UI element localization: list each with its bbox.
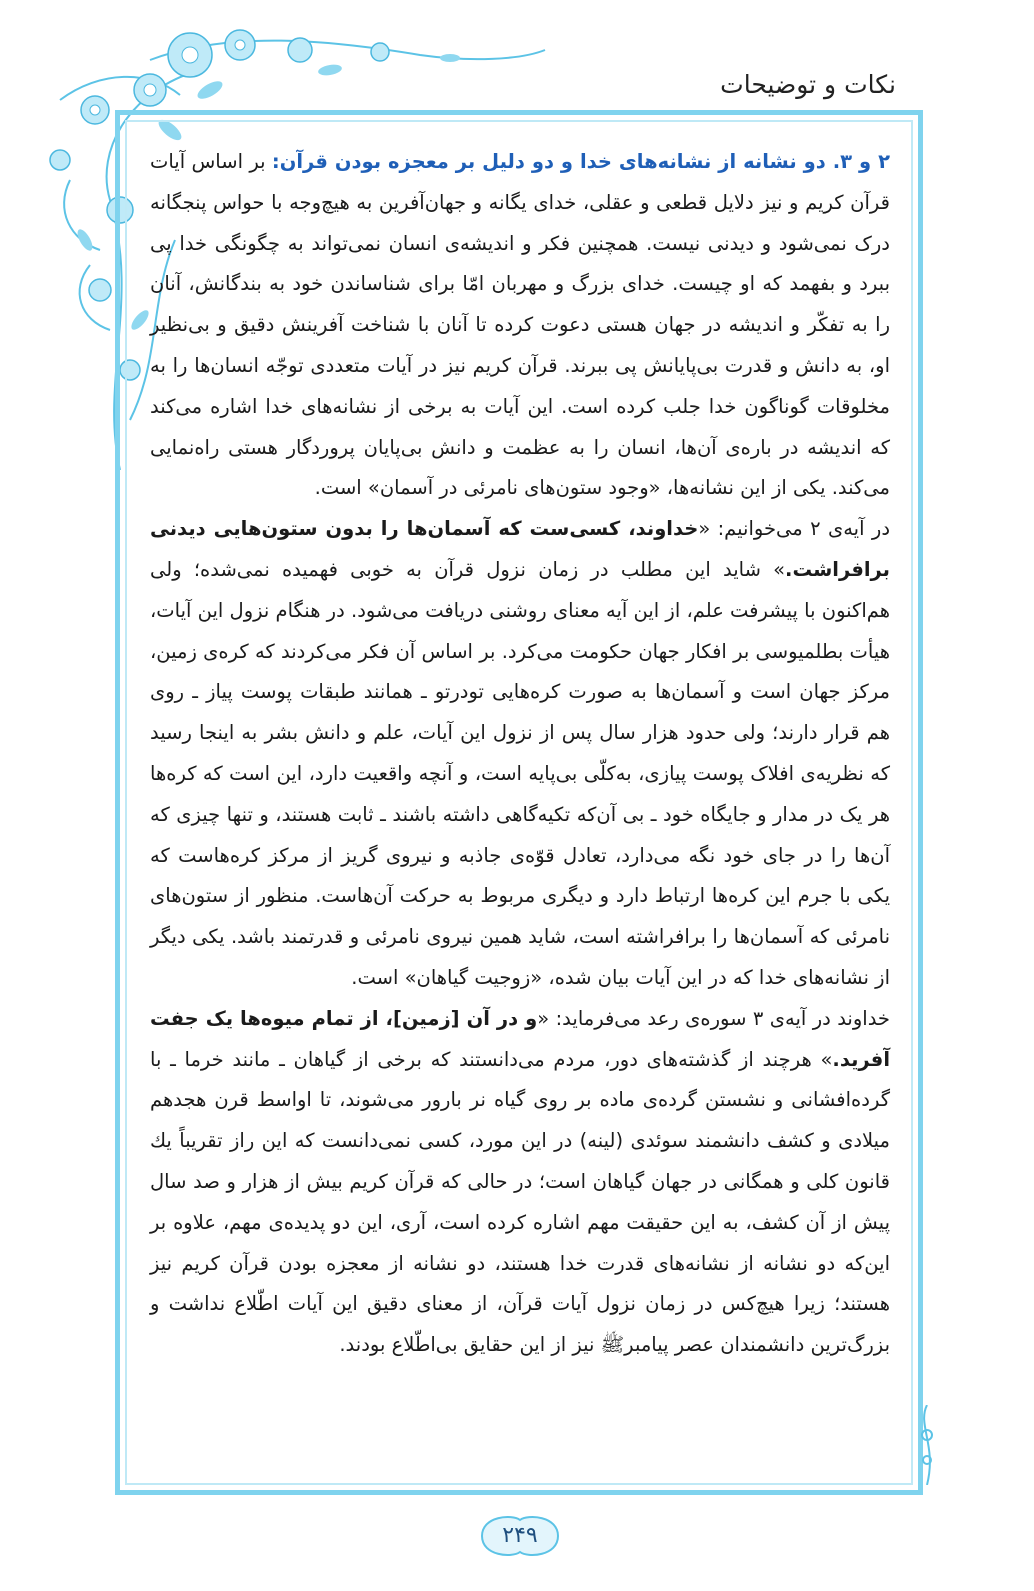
side-ornament [912,1405,942,1485]
paragraph-heading: ۲ و ۳. دو نشانه از نشانه‌های خدا و دو دلیل بر معجزه بودن قرآن: [271,150,890,173]
paragraph-intro: در آیه‌ی ۲ می‌خوانیم: « [698,517,891,541]
paragraph-text: بر اساس آیات قرآن کریم و نیز دلایل قطعی و عقلی، خدای یگانه و جهان‌آفرین به هیچ‌وجه با حواس پنجگانه درک نمی‌شود و دیدنی نیست. همچنین فکر و اندیشه‌ی انسان نمی‌تواند به چگونگی خدا پی ببرد و بفهمد که او چیست. خدای بزرگ و مهربان امّا برای شناساندن خود به بندگانش، آنان را به تفکّر و اندیشه در جهان هستی دعوت کرده تا آنان با شناخت آفرینش دقیق و بی‌نظیر او، به دانش و قدرت بی‌پایانش پی ببرند. قرآن کریم نیز در آیات متعددی توجّه انسان‌ها را به مخلوقات گوناگون خدا جلب کرده است. این آیات به برخی از نشانه‌های خدا اشاره می‌کند که اندیشه در باره‌ی آن‌ها، انسان را به عظمت و دانش بی‌پایان پروردگار هستی راه‌نمایی می‌کند. یکی از این نشانه‌ها، «وجود ستون‌های نامرئی در آسمان» است. [150,150,890,500]
paragraph-1 [150,142,890,509]
paragraph-text: » هرچند از گذشته‌های دور، مردم می‌دانستند که برخی از گیاهان ـ مانند خرما ـ با گرده‌افشانی و نشستن گرده‌ی ماده بر روی گیاه نر بارور می‌شوند، تا اواسط قرن هجدهم میلادی و کشف دانشمند سوئدی (لینه) در این مورد، کسی نمی‌دانست که این راز تقریباً يك قانون کلی و همگانی در جهان گیاهان است؛ در حالی که قرآن کریم بیش از هزار و صد سال پیش از آن کشف، به این حقیقت مهم اشاره کرده است، آری، این دو پدیده‌ی مهم، علاوه بر این‌که دو نشانه از نشانه‌های قدرت خدا هستند، دو نشانه از معجزه بودن قرآن کریم نیز هستند؛ زیرا هیچ‌کس در زمان نزول آیات قرآن، از معنای دقیق این آیات اطّلاع نداشت و بزرگ‌ترین دانشمندان عصر پیامبرﷺ نیز از این حقایق بی‌اطّلاع بودند. [150,1047,890,1357]
body-text [150,142,890,1366]
paragraph-3 [150,999,890,1366]
paragraph-intro: خداوند در آیه‌ی ۳ سوره‌ی رعد می‌فرماید: « [537,1006,890,1030]
page-number: ۲۴۹ [502,1523,538,1548]
quran-quote: خداوند، کسی‌ست که آسمان‌ها را بدون ستون‌هایی دیدنی برافراشت. [150,517,890,581]
quran-quote: و در آن [زمین]، از تمام میوه‌ها یک جفت آفرید. [150,1006,890,1071]
paragraph-text: » شاید این مطلب در زمان نزول قرآن به خوبی فهمیده نمی‌شده؛ ولی هم‌اکنون با پیشرفت علم، از این آیه معنای روشنی دریافت می‌شود. در هنگام نزول این آیات، هیأت بطلمیوسی بر افکار جهان حکومت می‌کرد. بر اساس آن فکر می‌کردند که کره‌ی زمین، مرکز جهان است و آسمان‌ها به صورت کره‌هایی تودرتو ـ همانند طبقات پوست پیاز ـ روی هم قرار دارند؛ ولی حدود هزار سال پس از نزول این آیات، علم و دانش بشر به اینجا رسید که نظریه‌ی افلاک پوست پیازی، به‌کلّی بی‌پایه است، و آنچه واقعیت دارد، این است که کره‌ها هر یک در مدار و جایگاه خود ـ بی آن‌که تکیه‌گاهی داشته باشند ـ ثابت هستند، و تنها چیزی که آن‌ها را در جای خود نگه می‌دارد، تعادل قوّه‌ی جاذبه و نیروی گریز از مرکز کره‌هاست که یکی با جرم این کره‌ها ارتباط دارد و دیگری مربوط به حرکت آن‌هاست. منظور از ستون‌های نامرئی که آسمان‌ها را برافراشته است، شاید همین نیروی نامرئی و قدرتمند باشد. یکی دیگر از نشانه‌های خدا که در این آیات بیان شده، «زوجیت گیاهان» است. [150,557,890,989]
page-number-badge [472,1510,568,1562]
section-title: نکات و توضیحات [720,70,896,99]
paragraph-2 [150,509,890,999]
